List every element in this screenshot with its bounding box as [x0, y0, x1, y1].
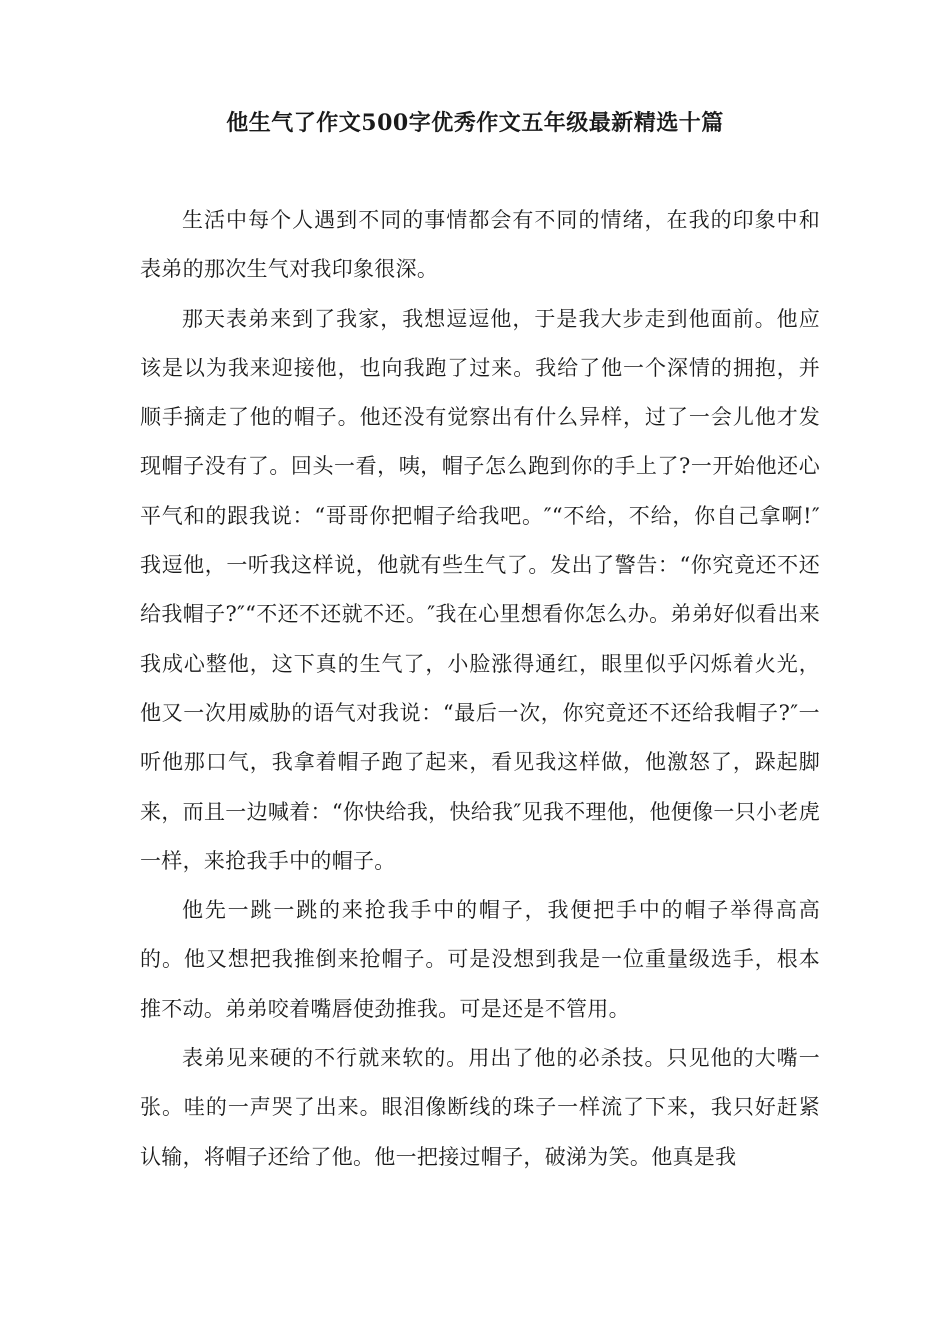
paragraph-2: 那天表弟来到了我家，我想逗逗他，于是我大步走到他面前。他应该是以为我来迎接他，也向我跑了过来。我给了他一个深情的拥抱，并顺手摘走了他的帽子。他还没有觉察出有什么异样，过了一会儿他才发现帽子没有了。回头一看，咦，帽子怎么跑到你的手上了?一开始他还心平气和的跟我说：“哥哥你把帽子给我吧。″“不给，不给，你自己拿啊!″我逗他，一听我这样说，他就有些生气了。发出了警告：“你究竟还不还给我帽子?″“不还不还就不还。″我在心里想看你怎么办。弟弟好似看出来我成心整他，这下真的生气了，小脸涨得通红，眼里似乎闪烁着火光，他又一次用威胁的语气对我说：“最后一次，你究竟还不还给我帽子?″一听他那口气，我拿着帽子跑了起来，看见我这样做，他激怒了，跺起脚来，而且一边喊着：“你快给我，快给我″见我不理他，他便像一只小老虎一样，来抢我手中的帽子。 — [140, 306, 820, 873]
paragraph-3: 他先一跳一跳的来抢我手中的帽子，我便把手中的帽子举得高高的。他又想把我推倒来抢帽子。可是没想到我是一位重量级选手，根本推不动。弟弟咬着嘴唇使劲推我。可是还是不管用。 — [140, 898, 820, 1021]
document-title: 他生气了作文500字优秀作文五年级最新精选十篇 — [226, 110, 724, 136]
paragraph-1: 生活中每个人遇到不同的事情都会有不同的情绪，在我的印象中和表弟的那次生气对我印象很深。 — [140, 208, 820, 282]
paragraph-4: 表弟见来硬的不行就来软的。用出了他的必杀技。只见他的大嘴一张。哇的一声哭了出来。眼泪像断线的珠子一样流了下来，我只好赶紧认输，将帽子还给了他。他一把接过帽子，破涕为笑。他真是我 — [140, 1046, 820, 1169]
document-body — [140, 196, 820, 1182]
